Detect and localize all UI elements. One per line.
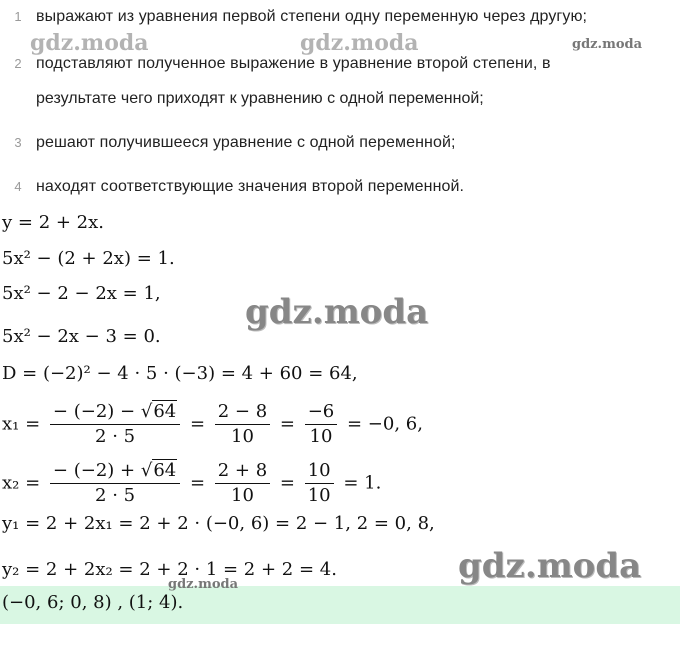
equation-line: 5x² − (2 + 2x) = 1. (2, 248, 175, 269)
watermark: gdz.moda (300, 30, 419, 56)
step-text: находят соответствующие значения второй переменной. (36, 178, 465, 195)
answer-text: (−0, 6; 0, 8) , (1; 4). (2, 592, 184, 613)
fraction-denominator: 10 (231, 425, 254, 447)
fraction-numerator (50, 402, 180, 425)
sqrt: √64 (140, 401, 177, 422)
fraction-denominator: 10 (307, 484, 331, 506)
fraction (305, 461, 334, 506)
watermark: gdz.moda (245, 292, 429, 332)
step-text-continuation: результате чего приходят к уравнению с одной переменной; (36, 90, 484, 107)
fraction (215, 461, 270, 506)
fraction-numerator (50, 461, 180, 484)
step-item (0, 178, 464, 196)
fraction-numerator: 10 (305, 461, 334, 484)
fraction (305, 402, 338, 447)
fraction (50, 461, 180, 506)
fraction-denominator: 10 (309, 425, 333, 447)
radicand: 64 (153, 460, 177, 481)
root-x2-line: x₂ = $\frac{- (-2) + √64}{2 \cdot 5}$ = $\frac{2 + 8}{10}$ = $\frac{10}{10}$ = 1. (2, 460, 382, 506)
y2-line: y₂ = 2 + 2x₂ = 2 + 2 · 1 = 2 + 2 = 4. (2, 559, 337, 580)
watermark: gdz.moda (458, 546, 642, 586)
numerator-text: − (−2) + (52, 460, 141, 481)
step-number: 4 (14, 179, 22, 194)
y1-line: y₁ = 2 + 2x₁ = 2 + 2 · (−0, 6) = 2 − 1, 2 = 0, 8, (2, 513, 435, 534)
watermark: gdz.moda (572, 37, 643, 52)
fraction-numerator: −6 (305, 402, 338, 425)
root-x2-lhs: x₂ = (2, 472, 41, 494)
step-item (0, 55, 551, 73)
numerator-text: − (−2) − (52, 401, 141, 422)
equation-line: 5x² − 2x − 3 = 0. (2, 326, 161, 347)
step-text: решают получившееся уравнение с одной переменной; (36, 134, 456, 151)
step-text: подставляют полученное выражение в уравнение второй степени, в (36, 55, 551, 72)
root-x2-result: = 1. (343, 472, 382, 494)
watermark: gdz.moda (168, 577, 239, 592)
root-x1-line: x₁ = $\frac{- (-2) - √64}{2 \cdot 5}$ = $\frac{2 - 8}{10}$ = $\frac{-6}{10}$ = −0, 6, (2, 401, 423, 447)
step-item (0, 134, 456, 152)
fraction (215, 402, 270, 447)
step-item (0, 8, 587, 26)
fraction (50, 402, 180, 447)
equation-line: 5x² − 2 − 2x = 1, (2, 283, 161, 304)
fraction-denominator: 10 (231, 484, 254, 506)
equation-line: y = 2 + 2x. (2, 212, 104, 233)
step-number: 2 (14, 56, 22, 71)
root-x1-lhs: x₁ = (2, 413, 41, 435)
watermark: gdz.moda (30, 30, 149, 56)
step-number: 1 (14, 9, 22, 24)
root-x1-result: = −0, 6, (347, 413, 423, 435)
fraction-numerator: 2 + 8 (215, 461, 270, 484)
step-number: 3 (14, 135, 22, 150)
fraction-denominator: 2 · 5 (95, 425, 136, 447)
discriminant-line: D = (−2)² − 4 · 5 · (−3) = 4 + 60 = 64, (2, 363, 358, 384)
step-text: выражают из уравнения первой степени одну переменную через другую; (36, 8, 588, 25)
answer-box (0, 586, 680, 624)
radicand: 64 (153, 401, 177, 422)
fraction-numerator: 2 − 8 (215, 402, 270, 425)
sqrt: √64 (140, 460, 177, 481)
fraction-denominator: 2 · 5 (95, 484, 136, 506)
